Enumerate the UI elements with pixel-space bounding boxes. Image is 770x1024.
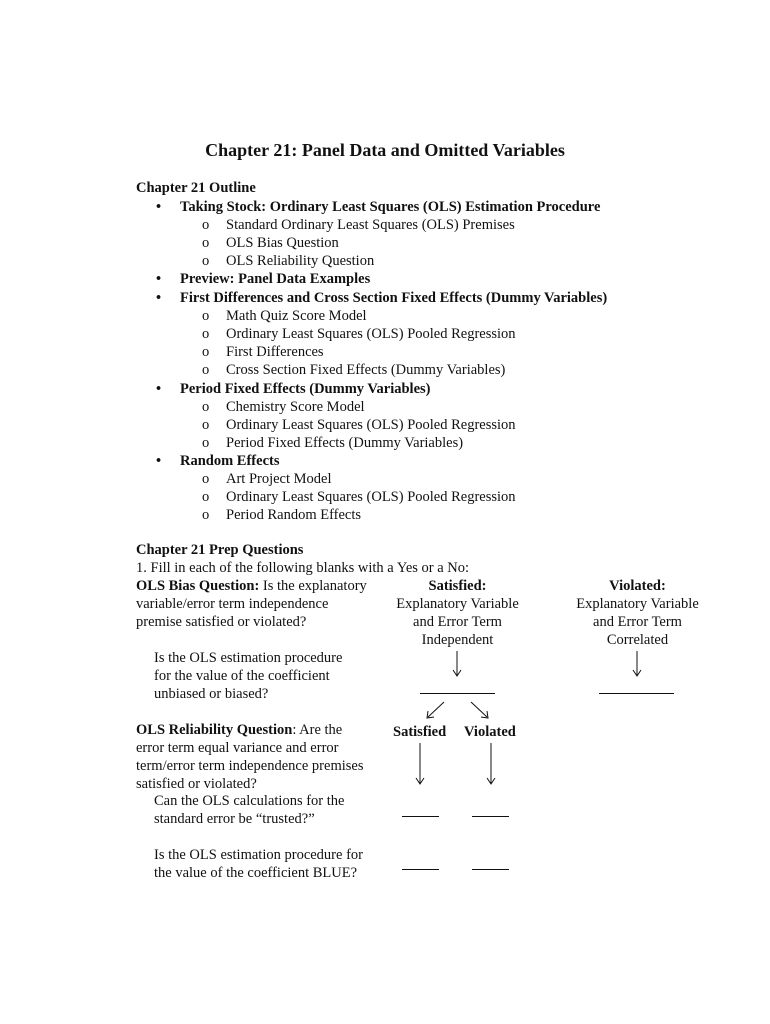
outline-subitem bbox=[202, 417, 516, 434]
outline-item-label: Taking Stock: Ordinary Least Squares (OLS) Estimation Procedure bbox=[180, 199, 601, 215]
prep-heading: Chapter 21 Prep Questions bbox=[136, 542, 304, 558]
bias-question-text: premise satisfied or violated? bbox=[136, 614, 307, 630]
reliability-subquestion: the value of the coefficient BLUE? bbox=[154, 865, 358, 881]
outline-subitem bbox=[202, 326, 516, 343]
reliability-question-line bbox=[136, 722, 342, 739]
answer-blank[interactable] bbox=[472, 869, 509, 870]
violated-text: Explanatory Variable bbox=[576, 596, 699, 612]
reliability-question-text: satisfied or violated? bbox=[136, 776, 257, 792]
bias-subquestion: unbiased or biased? bbox=[154, 686, 269, 702]
outline-subitem bbox=[202, 399, 365, 416]
outline-subitem bbox=[202, 489, 516, 506]
bullet-marker: • bbox=[156, 271, 162, 287]
sub-marker: o bbox=[202, 417, 210, 433]
reliability-question-text: error term equal variance and error bbox=[136, 740, 339, 756]
outline-subitem-label: Ordinary Least Squares (OLS) Pooled Regression bbox=[226, 326, 516, 342]
reliability-question-text: term/error term independence premises bbox=[136, 758, 364, 774]
outline-subitem-label: OLS Reliability Question bbox=[226, 253, 375, 269]
violated-text: and Error Term bbox=[593, 614, 682, 630]
reliability-violated-label: Violated bbox=[464, 724, 516, 740]
answer-blank[interactable] bbox=[402, 816, 439, 817]
bullet-marker: • bbox=[156, 290, 162, 306]
outline-subitem-label: First Differences bbox=[226, 344, 324, 360]
outline-item bbox=[156, 290, 608, 307]
arrow-down-icon bbox=[412, 742, 428, 786]
outline-subitem bbox=[202, 308, 367, 325]
bullet-marker: • bbox=[156, 199, 162, 215]
sub-marker: o bbox=[202, 308, 210, 324]
outline-item-label: First Differences and Cross Section Fixed Effects (Dummy Variables) bbox=[180, 290, 608, 306]
sub-marker: o bbox=[202, 435, 210, 451]
arrow-down-icon bbox=[483, 742, 499, 786]
reliability-subquestion: standard error be “trusted?” bbox=[154, 811, 315, 827]
reliability-subquestion: Can the OLS calculations for the bbox=[154, 793, 345, 809]
reliability-subquestion: Is the OLS estimation procedure for bbox=[154, 847, 363, 863]
answer-blank[interactable] bbox=[472, 816, 509, 817]
reliability-question-label: OLS Reliability Question bbox=[136, 722, 293, 738]
bullet-marker: • bbox=[156, 453, 162, 469]
satisfied-text: Independent bbox=[421, 632, 494, 648]
page-title: Chapter 21: Panel Data and Omitted Variables bbox=[205, 140, 565, 160]
bias-question-text: Is the explanatory bbox=[259, 578, 367, 594]
outline-subitem-label: Ordinary Least Squares (OLS) Pooled Regression bbox=[226, 417, 516, 433]
split-arrows-icon bbox=[420, 699, 495, 721]
sub-marker: o bbox=[202, 217, 210, 233]
outline-item-label: Preview: Panel Data Examples bbox=[180, 271, 371, 287]
sub-marker: o bbox=[202, 253, 210, 269]
outline-subitem-label: Standard Ordinary Least Squares (OLS) Premises bbox=[226, 217, 515, 233]
outline-subitem-label: Art Project Model bbox=[226, 471, 332, 487]
bias-subquestion: Is the OLS estimation procedure bbox=[154, 650, 343, 666]
outline-subitem-label: Cross Section Fixed Effects (Dummy Variables) bbox=[226, 362, 506, 378]
outline-subitem-label: Chemistry Score Model bbox=[226, 399, 365, 415]
arrow-down-icon bbox=[449, 650, 465, 678]
arrow-down-icon bbox=[629, 650, 645, 678]
sub-marker: o bbox=[202, 471, 210, 487]
sub-marker: o bbox=[202, 344, 210, 360]
outline-subitem bbox=[202, 435, 464, 452]
sub-marker: o bbox=[202, 235, 210, 251]
outline-subitem-label: Ordinary Least Squares (OLS) Pooled Regression bbox=[226, 489, 516, 505]
satisfied-text: and Error Term bbox=[413, 614, 502, 630]
satisfied-text: Explanatory Variable bbox=[396, 596, 519, 612]
outline-item bbox=[156, 453, 280, 470]
sub-marker: o bbox=[202, 507, 210, 523]
outline-subitem-label: Period Fixed Effects (Dummy Variables) bbox=[226, 435, 464, 451]
violated-heading: Violated: bbox=[609, 578, 666, 594]
outline-subitem-label: OLS Bias Question bbox=[226, 235, 339, 251]
bias-question-line bbox=[136, 578, 367, 595]
outline-subitem-label: Period Random Effects bbox=[226, 507, 362, 523]
reliability-satisfied-label: Satisfied bbox=[393, 724, 447, 740]
outline-subitem bbox=[202, 253, 375, 270]
outline-subitem bbox=[202, 344, 324, 361]
bias-question-label: OLS Bias Question: bbox=[136, 578, 260, 594]
bias-question-text: variable/error term independence bbox=[136, 596, 329, 612]
prep-instruction: 1. Fill in each of the following blanks with a Yes or a No: bbox=[136, 560, 470, 576]
outline-subitem bbox=[202, 507, 362, 524]
answer-blank[interactable] bbox=[599, 693, 674, 694]
sub-marker: o bbox=[202, 326, 210, 342]
bias-subquestion: for the value of the coefficient bbox=[154, 668, 330, 684]
sub-marker: o bbox=[202, 362, 210, 378]
sub-marker: o bbox=[202, 489, 210, 505]
outline-item-label: Period Fixed Effects (Dummy Variables) bbox=[180, 381, 431, 397]
violated-text: Correlated bbox=[606, 632, 669, 648]
reliability-question-text: : Are the bbox=[292, 722, 343, 738]
outline-item bbox=[156, 199, 601, 216]
outline-subitem bbox=[202, 217, 515, 234]
answer-blank[interactable] bbox=[420, 693, 495, 694]
answer-blank[interactable] bbox=[402, 869, 439, 870]
bullet-marker: • bbox=[156, 381, 162, 397]
outline-subitem bbox=[202, 362, 506, 379]
outline-subitem bbox=[202, 235, 339, 252]
outline-subitem bbox=[202, 471, 332, 488]
sub-marker: o bbox=[202, 399, 210, 415]
outline-subitem-label: Math Quiz Score Model bbox=[226, 308, 367, 324]
outline-heading: Chapter 21 Outline bbox=[136, 180, 256, 196]
outline-item-label: Random Effects bbox=[180, 453, 280, 469]
outline-item bbox=[156, 381, 431, 398]
satisfied-heading: Satisfied: bbox=[428, 578, 487, 594]
outline-item bbox=[156, 271, 371, 288]
